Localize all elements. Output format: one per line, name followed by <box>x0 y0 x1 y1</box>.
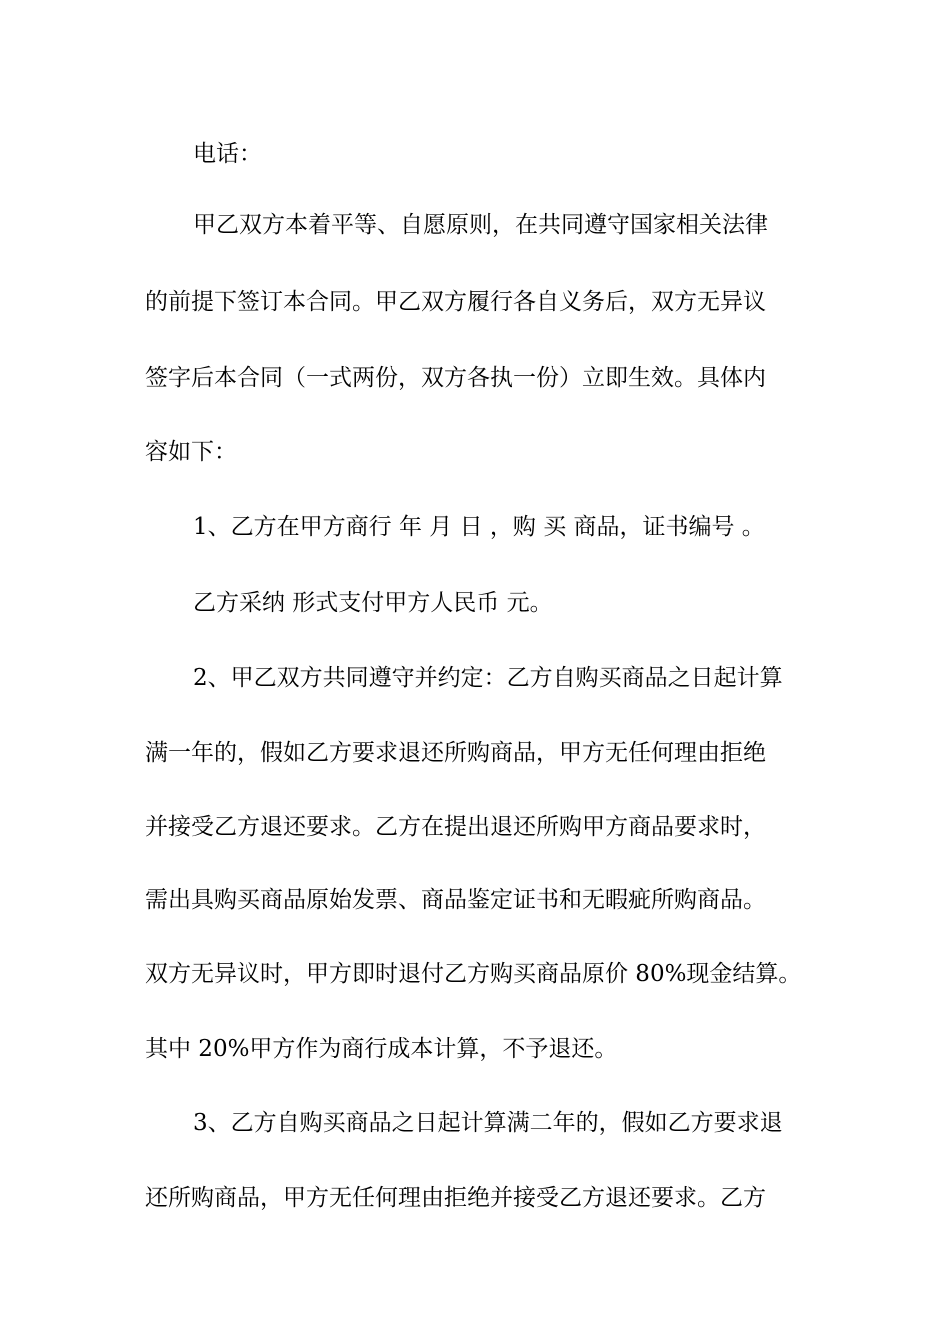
paragraph-line: 还所购商品，甲方无任何理由拒绝并接受乙方退还要求。乙方 <box>145 1185 766 1211</box>
paragraph-line: 容如下： <box>145 439 237 465</box>
clause-3-line: 3、乙方自购买商品之日起计算满二年的，假如乙方要求退 <box>193 1110 783 1136</box>
paragraph-line: 乙方采纳 形式支付甲方人民币 元。 <box>193 590 553 616</box>
paragraph-line: 的前提下签订本合同。甲乙双方履行各自义务后，双方无异议 <box>145 289 766 315</box>
clause-1-line: 1、乙方在甲方商行 年 月 日 ，购 买 商品，证书编号 。 <box>193 514 765 540</box>
paragraph-line: 签字后本合同（一式两份，双方各执一份）立即生效。具体内 <box>145 365 766 391</box>
phone-label-line: 电话： <box>193 141 262 167</box>
paragraph-line: 需出具购买商品原始发票、商品鉴定证书和无暇疵所购商品。 <box>145 887 766 913</box>
paragraph-line: 并接受乙方退还要求。乙方在提出退还所购甲方商品要求时， <box>145 814 766 840</box>
paragraph-line: 甲乙双方本着平等、自愿原则，在共同遵守国家相关法律 <box>193 212 768 238</box>
paragraph-line: 其中 20%甲方作为商行成本计算，不予退还。 <box>145 1036 618 1062</box>
paragraph-line: 双方无异议时，甲方即时退付乙方购买商品原价 80%现金结算。 <box>145 961 802 987</box>
paragraph-line: 满一年的，假如乙方要求退还所购商品，甲方无任何理由拒绝 <box>145 740 766 766</box>
clause-2-line: 2、甲乙双方共同遵守并约定：乙方自购买商品之日起计算 <box>193 665 783 691</box>
